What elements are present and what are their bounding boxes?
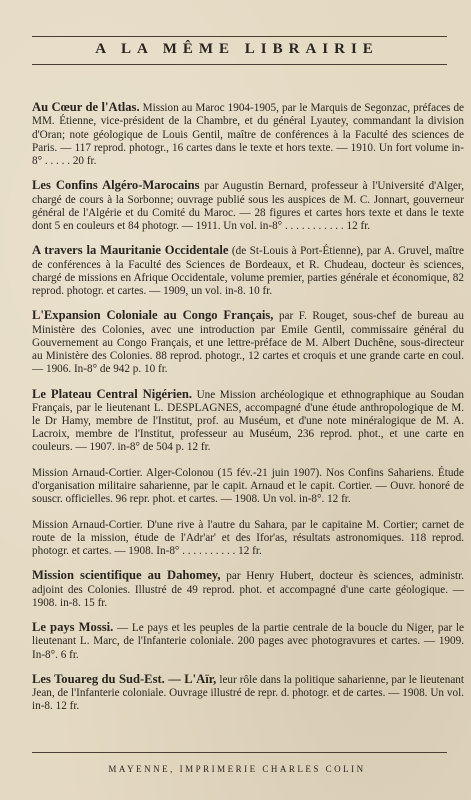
entry-title: L'Expansion Coloniale au Congo Français,: [32, 308, 274, 323]
catalog-entry: [32, 244, 464, 298]
entry-text: — Le pays et les peuples de la partie centrale de la boucle du Niger, par le lieutenant L. Marc, de l'Infanterie coloniale. 200 pages avec photogravures et cartes. — 1909. In-8°. 6 fr.: [32, 622, 464, 661]
footer-rule: [32, 752, 447, 753]
entry-text: Mission Arnaud-Cortier. D'une rive à l'autre du Sahara, par le capitaine M. Cortier; carnet de route de la mission, étude de l'Adr'ar' et des Ifor'as, résultats astronomiques. 118 reprod. photogr. et cartes. — 1908. In-8° . . . . . . . . . . 12 fr.: [32, 518, 464, 557]
entry-text: par Augustin Bernard, professeur à l'Université d'Alger, chargé de cours à la Sorbonne; ouvrage publié sous les auspices de M. C. Jonnart, gouverneur général de l'Algérie et du Comité du Maroc. — 28 figures et cartes hors texte et dans le texte dont 5 en couleurs et 84 photogr. — 1911. Un vol. in-8° . . . . . . . . . . . 12 fr.: [32, 180, 464, 232]
entry-text: leur rôle dans la politique saharienne, par le lieutenant Jean, de l'Infanterie coloniale. Ouvrage illustré de repr. d. photogr. et de cartes. — 1908. Un vol. in-8. 12 fr.: [32, 673, 464, 713]
entry-text: Une Mission archéologique et ethnographique au Soudan Français, par le lieutenant L. DESPLAGNES, accompagné d'une étude anthropologique de M. le Dr Hamy, membre de l'Institut, prof. au Muséum, et d'une note minéralogique de M. A. Lacroix, membre de l'Institut, professeur au Muséum, 236 reprod. phot., et une carte en couleurs. — 1907. in-8° de 504 p. 12 fr.: [32, 388, 464, 454]
header-rule-top: [32, 36, 447, 37]
entry-text: (de St-Louis à Port-Étienne), par A. Gruvel, maître de conférences à la Faculté des Sciences de Bordeaux, et R. Chudeau, docteur ès sciences, chargé de missions en Afrique Occidentale, volume premier, parties générale et économique, 82 reprod. photogr. et cartes. — 1909, un vol. in-8. 10 fr.: [32, 245, 464, 297]
entry-title: A travers la Mauritanie Occidentale: [32, 243, 229, 258]
entry-title: Les Confins Algéro-Marocains: [32, 178, 200, 193]
catalog-entry: [32, 673, 464, 714]
header-rule-bottom: [32, 64, 447, 65]
entry-text: par F. Rouget, sous-chef de bureau au Ministère des Colonies, avec une introduction par Emile Gentil, commissaire général du Gouvernement au Congo Français, et une lettre-préface de M. Albert Duchêne, sous-directeur au Ministère des Colonies. 88 reprod. photogr., 12 cartes et croquis et une grande carte en coul. — 1906. In-8° de 942 p. 10 fr.: [32, 310, 464, 376]
entry-title: Au Cœur de l'Atlas.: [32, 100, 140, 115]
entry-title: Les Touareg du Sud-Est. — L'Aïr,: [32, 671, 217, 686]
printer-imprint: MAYENNE, IMPRIMERIE CHARLES COLIN: [108, 764, 366, 774]
page-header: A LA MÊME LIBRAIRIE: [95, 41, 379, 57]
catalog-entry: [32, 309, 464, 376]
catalog-entry: [32, 569, 464, 610]
catalog-entries: [32, 90, 464, 722]
entry-title: Le pays Mossi.: [32, 620, 114, 635]
catalog-entry: [32, 518, 464, 559]
entry-title: Le Plateau Central Nigérien.: [32, 386, 192, 401]
catalog-entry: [32, 179, 464, 233]
entry-text: par Henry Hubert, docteur ès sciences, administr. adjoint des Colonies. Illustré de 49 reprod. phot. et accompagné d'une carte géologique. — 1908. in-8. 15 fr.: [32, 570, 464, 609]
catalog-entry: [32, 466, 464, 507]
catalog-entry: [32, 388, 464, 455]
entry-title: Mission scientifique au Dahomey,: [32, 568, 221, 583]
catalog-entry: [32, 621, 464, 662]
entry-text: Mission au Maroc 1904-1905, par le Marquis de Segonzac, préfaces de MM. Étienne, vice-président de la Chambre, et du général Lyautey, commandant la division d'Oran; note géologique de Louis Gentil, maître de conférences à la Faculté des sciences de Paris. — 117 reprod. photogr., 16 cartes dans le texte et hors texte. — 1910. Un fort volume in-8° . . . . . 20 fr.: [32, 102, 464, 167]
entry-text: Mission Arnaud-Cortier. Alger-Colonou (15 fév.-21 juin 1907). Nos Confins Sahariens. Étude d'organisation militaire saharienne, par le capit. Arnaud et le capit. Cortier. — Ouvr. honoré de souscr. officielles. 96 repr. phot. et cartes. — 1908. Un vol. in-8°. 12 fr.: [32, 466, 464, 506]
catalog-entry: [32, 101, 464, 168]
